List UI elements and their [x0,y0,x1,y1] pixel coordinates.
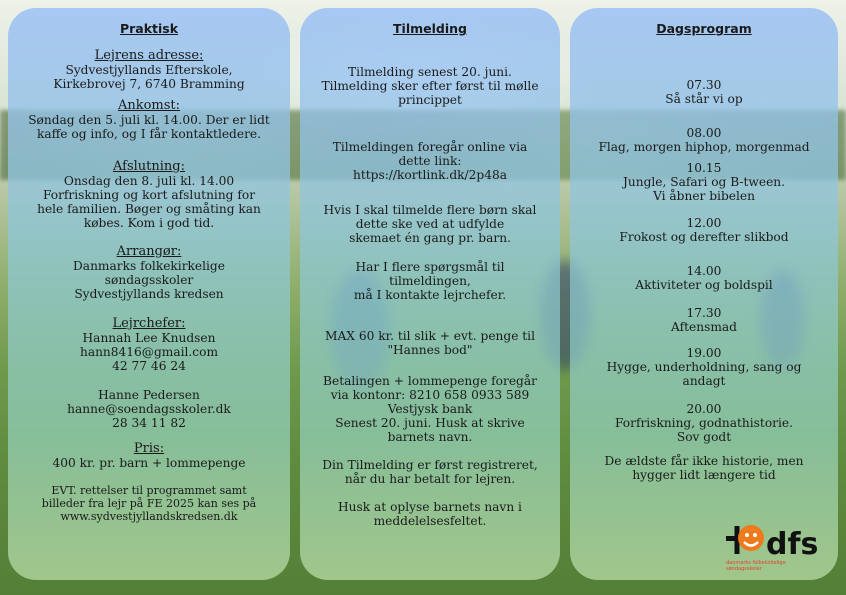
arrival-block [14,99,284,141]
praktisk-heading: Praktisk [119,21,179,36]
leader-name: Hanne Pedersen [98,388,200,402]
paragraph-line: Senest 20. juni. Husk at skrive [335,416,525,430]
schedule-text: Hygge, underholdning, sang og [606,360,802,374]
schedule-text: Sov godt [676,430,732,444]
schedule-time: 07.30 [686,78,722,92]
end-line: købes. Kom i god tid. [83,216,215,230]
schedule-item [576,126,832,154]
end-label: Afslutning: [112,159,185,174]
schedule-item [576,161,832,203]
dagsprogram-panel [570,8,838,580]
organizer-line: Danmarks folkekirkelige [73,259,225,273]
footer-line: De ældste får ikke historie, men [604,454,804,468]
paragraph-line: skemaet én gang pr. barn. [349,231,511,245]
leader-email: hann8416@gmail.com [79,345,219,359]
schedule-time: 14.00 [686,264,722,278]
paragraph-line: dette link: [398,154,462,168]
paragraph-line: Vestjysk bank [387,402,473,416]
organizer-line: søndagsskoler [104,273,194,287]
logo-tagline: danmarks folkekirkelige søndagsskoler [726,560,786,572]
paragraph-line: dette ske ved at udfylde [355,217,505,231]
footer-line: hygger lidt længere tid [632,468,776,482]
praktisk-panel [8,8,290,580]
paragraph-line: Har I flere spørgsmål til [355,260,505,274]
price-label: Pris: [133,441,165,456]
schedule-text: Vi åbner bibelen [653,189,755,203]
paragraph-line: må I kontakte lejrchefer. [353,288,507,302]
address-block [14,49,284,91]
paragraph-line: princippet [398,93,462,107]
paragraph-line: barnets navn. [387,430,473,444]
schedule-time: 10.15 [686,161,722,175]
tilmelding-paragraph [306,65,554,107]
arrival-line: Søndag den 5. juli kl. 14.00. Der er lidt [28,113,270,127]
paragraph-line: Betalingen + lommepenge foregår [323,374,537,388]
schedule-item [576,264,832,292]
schedule-item [576,346,832,388]
tilmelding-paragraph [306,260,554,302]
leaders-label: Lejrchefer: [112,316,186,331]
address-line: Kirkebrovej 7, 6740 Bramming [53,77,245,91]
schedule-time: 20.00 [686,402,722,416]
dagsprogram-heading: Dagsprogram [656,21,752,36]
tilmelding-panel [300,8,560,580]
paragraph-line: når du har betalt for lejren. [344,472,516,486]
schedule-item [576,402,832,444]
price-text: 400 kr. pr. barn + lommepenge [52,456,246,470]
schedule-text: Jungle, Safari og B-tween. [622,175,786,189]
paragraph-line: Tilmeldingen foregår online via [332,140,528,154]
tilmelding-paragraph [306,374,554,444]
schedule-time: 12.00 [686,216,722,230]
end-block [14,160,284,230]
note-line: billeder fra lejr på FE 2025 kan ses på [41,497,257,510]
schedule-text: Aktiviteter og boldspil [635,278,773,292]
schedule-time: 19.00 [686,346,722,360]
schedule-text: Forfriskning, godnathistorie. [615,416,793,430]
signup-link[interactable]: https://kortlink.dk/2p48a [353,168,507,182]
tilmelding-heading: Tilmelding [393,21,467,36]
leaders-block [14,317,284,373]
paragraph-line: Tilmelding sker efter først til mølle [321,79,539,93]
end-line: Forfriskning og kort afslutning for [42,188,256,202]
website-link[interactable]: www.sydvestjyllandskredsen.dk [60,510,238,523]
end-line: hele familien. Bøger og småting kan [37,202,261,216]
schedule-footer [576,454,832,482]
paragraph-line: tilmeldingen, [389,274,471,288]
dfs-logo [722,516,834,584]
leader-phone: 28 34 11 82 [112,416,186,430]
paragraph-line: meddelelsesfeltet. [373,514,487,528]
paragraph-line: Din Tilmelding er først registreret, [322,458,538,472]
arrival-label: Ankomst: [117,98,181,113]
tilmelding-paragraph [306,329,554,357]
schedule-item [576,78,832,106]
note-block [14,484,284,523]
paragraph-line: "Hannes bod" [387,343,473,357]
paragraph-line: Husk at oplyse barnets navn i [338,500,522,514]
schedule-item [576,216,832,244]
address-label: Lejrens adresse: [94,48,204,63]
end-line: Onsdag den 8. juli kl. 14.00 [63,174,235,188]
leader2-block [14,388,284,430]
paragraph-line: Tilmelding senest 20. juni. [348,65,512,79]
note-line: EVT. rettelser til programmet samt [51,484,247,497]
schedule-time: 08.00 [686,126,722,140]
price-block [14,442,284,470]
organizer-line: Sydvestjyllands kredsen [74,287,224,301]
logo-text: dfs [766,527,819,562]
dfs-logo-mark [722,516,834,564]
leader-phone: 42 77 46 24 [112,359,186,373]
tilmelding-paragraph [306,140,554,182]
schedule-time: 17.30 [686,306,722,320]
tilmelding-paragraph [306,458,554,486]
leader-email: hanne@soendagsskoler.dk [67,402,231,416]
paragraph-line: via kontonr: 8210 658 0933 589 [330,388,530,402]
schedule-text: Flag, morgen hiphop, morgenmad [598,140,810,154]
leader-name: Hannah Lee Knudsen [82,331,216,345]
schedule-item [576,306,832,334]
arrival-line: kaffe og info, og I får kontaktledere. [37,127,261,141]
schedule-text: Så står vi op [665,92,743,106]
paragraph-line: MAX 60 kr. til slik + evt. penge til [325,329,535,343]
schedule-text: Aftensmad [671,320,737,334]
schedule-text: andagt [682,374,726,388]
organizer-block [14,245,284,301]
schedule-text: Frokost og derefter slikbod [619,230,789,244]
address-line: Sydvestjyllands Efterskole, [65,63,233,77]
organizer-label: Arrangør: [116,244,182,259]
tilmelding-paragraph [306,203,554,245]
tilmelding-paragraph [306,500,554,528]
paragraph-line: Hvis I skal tilmelde flere børn skal [323,203,537,217]
